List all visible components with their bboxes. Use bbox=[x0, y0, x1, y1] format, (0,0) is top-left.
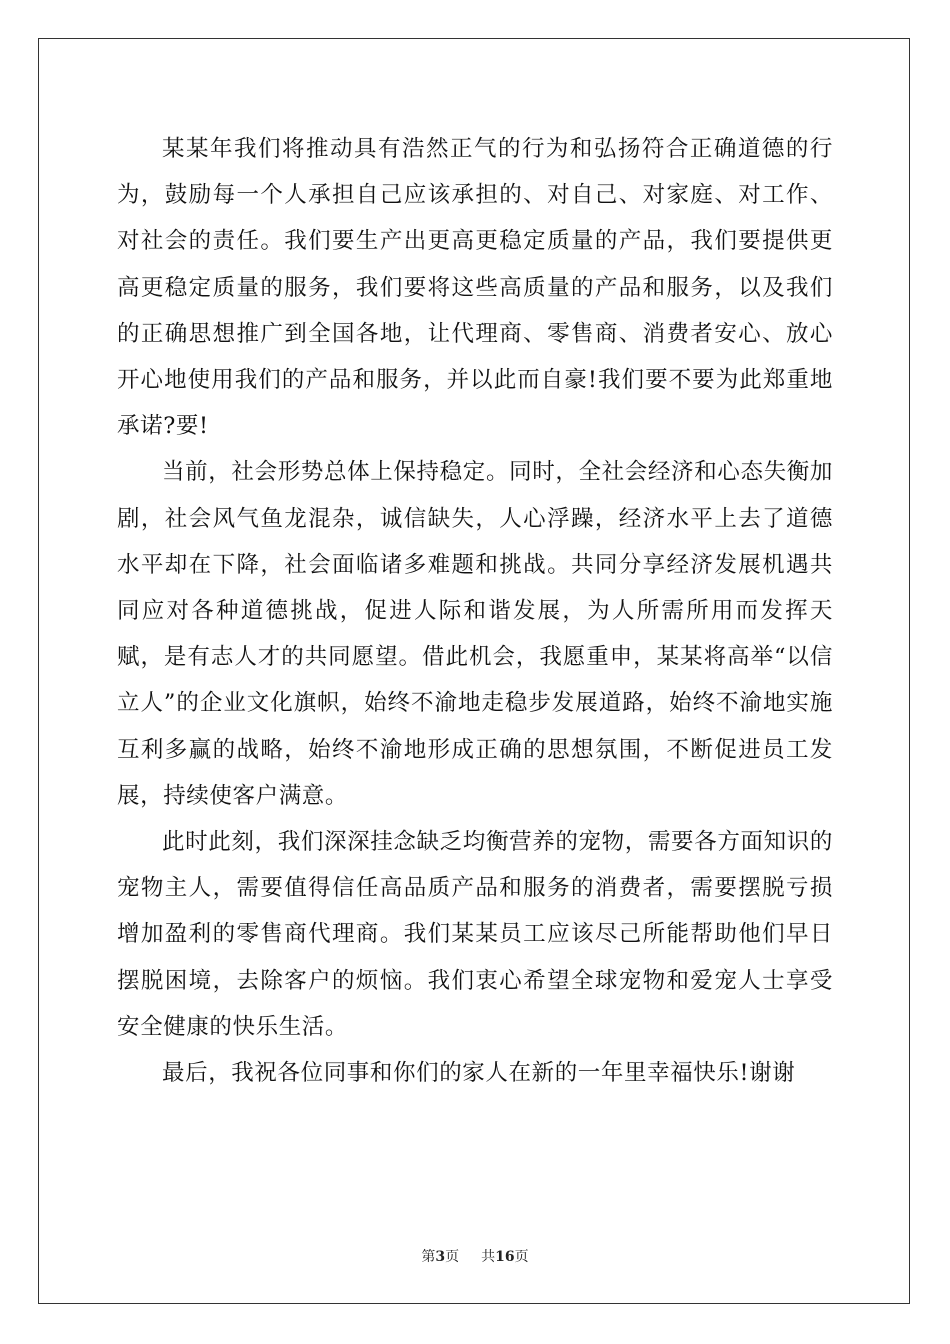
total-pages bbox=[481, 1249, 528, 1265]
page-footer bbox=[0, 1248, 950, 1266]
document-body bbox=[117, 126, 833, 1096]
total-page-count: 16 bbox=[495, 1249, 515, 1265]
page-number bbox=[421, 1249, 459, 1265]
page-suffix: 页 bbox=[445, 1249, 460, 1265]
paragraph-3: 此时此刻，我们深深挂念缺乏均衡营养的宠物，需要各方面知识的宠物主人，需要值得信任高品质产品和服务的消费者，需要摆脱亏损增加盈利的零售商代理商。我们某某员工应该尽己所能帮助他们早日摆脱困境，去除客户的烦恼。我们衷心希望全球宠物和爱宠人士享受安全健康的快乐生活。 bbox=[117, 829, 833, 1040]
current-page: 3 bbox=[435, 1249, 446, 1265]
paragraph-1: 某某年我们将推动具有浩然正气的行为和弘扬符合正确道德的行为，鼓励每一个人承担自己应该承担的、对自己、对家庭、对工作、对社会的责任。我们要生产出更高更稳定质量的产品，我们要提供更高更稳定质量的服务，我们要将这些高质量的产品和服务，以及我们的正确思想推广到全国各地，让代理商、零售商、消费者安心、放心开心地使用我们的产品和服务，并以此而自豪!我们要不要为此郑重地承诺?要! bbox=[117, 136, 833, 440]
total-suffix: 页 bbox=[514, 1249, 529, 1265]
paragraph-2: 当前，社会形势总体上保持稳定。同时，全社会经济和心态失衡加剧，社会风气鱼龙混杂，诚信缺失，人心浮躁，经济水平上去了道德水平却在下降，社会面临诸多难题和挑战。共同分享经济发展机遇共同应对各种道德挑战，促进人际和谐发展，为人所需所用而发挥天赋，是有志人才的共同愿望。借此机会，我愿重申，某某将高举“以信立人”的企业文化旗帜，始终不渝地走稳步发展道路，始终不渝地实施互利多赢的战略，始终不渝地形成正确的思想氛围，不断促进员工发展，持续使客户满意。 bbox=[117, 459, 833, 809]
page-prefix: 第 bbox=[421, 1249, 436, 1265]
paragraph-4: 最后，我祝各位同事和你们的家人在新的一年里幸福快乐!谢谢 bbox=[162, 1060, 796, 1087]
total-prefix: 共 bbox=[481, 1249, 496, 1265]
